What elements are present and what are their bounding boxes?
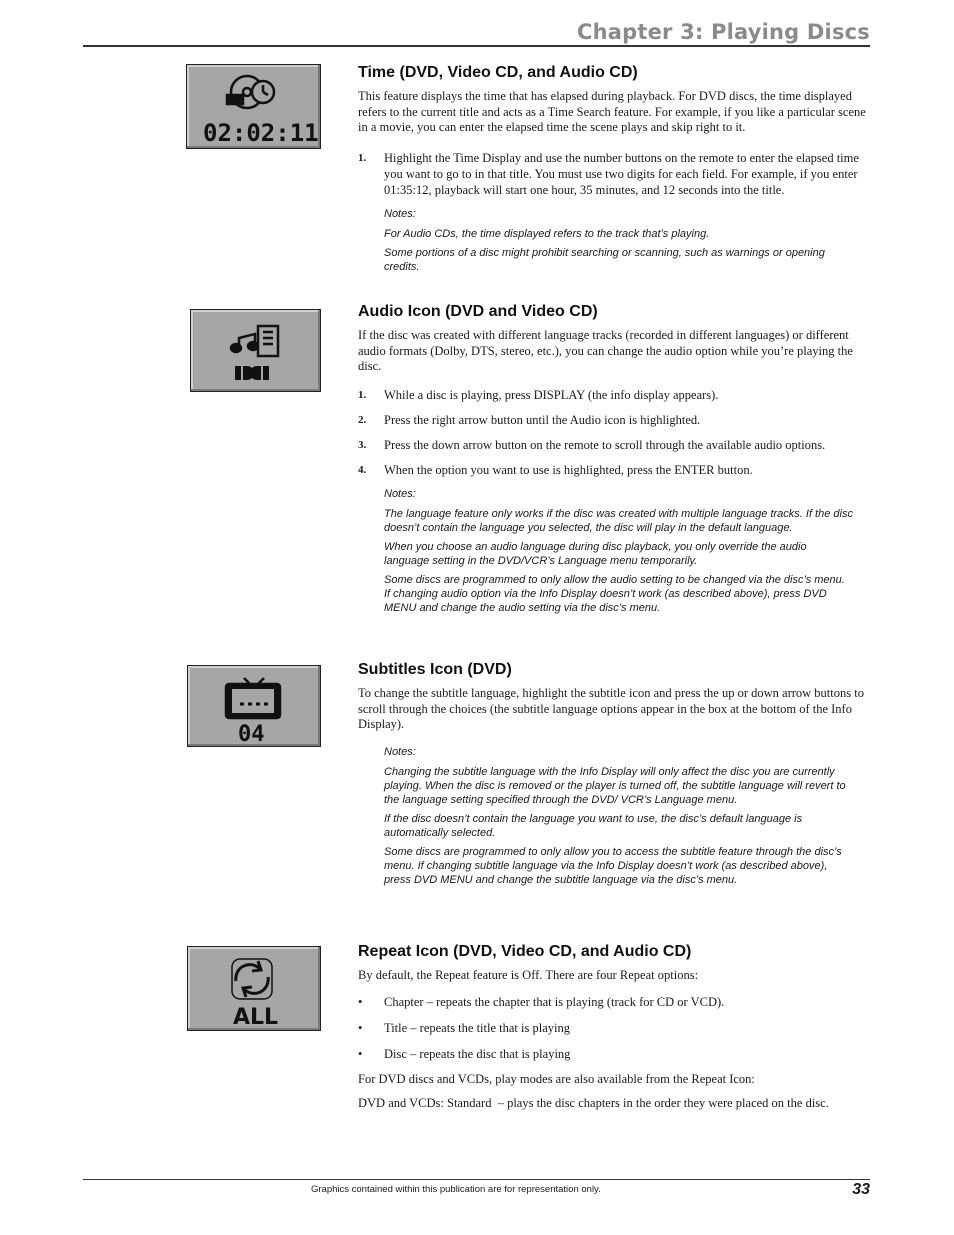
note-item: Some portions of a disc might prohibit searching or scanning, such as warnings or opening credits. <box>384 246 825 273</box>
list-item <box>358 1020 873 1036</box>
note-item: If the disc doesn’t contain the language you want to use, the disc’s default language is automatically selected. <box>384 812 803 839</box>
repeat-icon-readout: ALL <box>233 1005 279 1030</box>
step-number: 2. <box>358 413 367 426</box>
repeat-heading: Repeat Icon (DVD, Video CD, and Audio CD) <box>358 943 692 960</box>
time-heading: Time (DVD, Video CD, and Audio CD) <box>358 64 638 81</box>
step-number: 4. <box>358 463 367 476</box>
time-section <box>358 64 873 279</box>
footer-rule <box>83 1179 870 1180</box>
tv-icon <box>226 678 280 718</box>
footer-note: Graphics contained within this publication are for representation only. <box>311 1184 601 1195</box>
list-item <box>358 1046 873 1062</box>
page-number: 33 <box>852 1181 870 1198</box>
list-item <box>358 994 873 1010</box>
dolby-logo-icon <box>235 366 269 380</box>
step-text: When the option you want to use is highlighted, press the ENTER button. <box>384 462 753 477</box>
notes-label: Notes: <box>384 487 416 500</box>
audio-heading: Audio Icon (DVD and Video CD) <box>358 303 598 320</box>
step-text: While a disc is playing, press DISPLAY (the info display appears). <box>384 387 719 402</box>
bullet-text: Disc – repeats the disc that is playing <box>384 1046 571 1061</box>
bullet-text: Title – repeats the title that is playing <box>384 1020 570 1035</box>
audio-intro: If the disc was created with different language tracks (recorded in different languages) or different audio formats (Dolby, DTS, stereo, etc.), you can change the audio option while you’re playing the disc. <box>358 328 853 374</box>
subtitles-section <box>358 661 873 892</box>
note-item: Changing the subtitle language with the Info Display will only affect the disc you are currently playing. When the disc is removed or the player is turned off, the subtitle language will revert to the language setting specified through the DVD/ VCR’s Language menu. <box>384 765 846 806</box>
list-item <box>358 150 873 198</box>
repeat-section <box>358 943 873 1120</box>
list-item <box>358 412 873 428</box>
subtitles-heading: Subtitles Icon (DVD) <box>358 661 512 678</box>
note-item: The language feature only works if the disc was created with multiple language tracks. If the disc doesn’t contain the language you selected, the disc will play in the default language. <box>384 507 853 534</box>
note-item: When you choose an audio language during disc playback, you only override the audio language setting in the DVD/VCR’s Language menu temporarily. <box>384 540 807 567</box>
repeat-para-modes: For DVD discs and VCDs, play modes are also available from the Repeat Icon: <box>358 1071 755 1086</box>
note-item: Some discs are programmed to only allow the audio setting to be changed via the disc’s menu. If changing audio option via the Info Display doesn’t work (as described above), press DVD MENU and change the audio setting via the disc’s menu. <box>384 573 845 614</box>
repeat-icon-thumbnail <box>187 946 321 1031</box>
clock-disc-icon <box>227 76 274 108</box>
subtitles-icon-thumbnail <box>187 665 321 747</box>
step-number: 3. <box>358 438 367 451</box>
time-icon-thumbnail <box>186 64 321 149</box>
bullet-icon: • <box>358 1020 363 1035</box>
step-text: Press the right arrow button until the Audio icon is highlighted. <box>384 412 701 427</box>
header-rule <box>83 45 870 47</box>
subtitles-notes <box>358 745 873 887</box>
step-text: Highlight the Time Display and use the number buttons on the remote to enter the elapsed time you want to go to in that title. You must use two digits for each field. For example, if you enter 01:35:12, playback will start one hour, 35 minutes, and 12 seconds into the title. <box>384 150 859 197</box>
list-item <box>358 387 873 403</box>
bullet-text: Chapter – repeats the chapter that is playing (track for CD or VCD). <box>384 994 725 1009</box>
bullet-icon: • <box>358 994 363 1009</box>
note-item: For Audio CDs, the time displayed refers to the track that’s playing. <box>384 227 710 240</box>
step-number: 1. <box>358 151 367 164</box>
list-item <box>358 437 873 453</box>
time-intro: This feature displays the time that has elapsed during playback. For DVD discs, the time displayed refers to the current title and acts as a Time Search feature. For example, if you like a particular scene in a movie, you can enter the elapsed time the scene plays and skip right to it. <box>358 89 866 135</box>
time-icon-readout: 02:02:11 <box>203 119 319 147</box>
notes-label: Notes: <box>384 745 416 758</box>
note-item: Some discs are programmed to only allow you to access the subtitle feature through the disc’s menu. If changing subtitle language via the Info Display doesn’t work (as described above), press DVD MENU and change the subtitle language via the disc’s menu. <box>384 845 842 886</box>
notes-label: Notes: <box>384 207 416 220</box>
chapter-title: Chapter 3: Playing Discs <box>576 20 870 44</box>
step-number: 1. <box>358 388 367 401</box>
audio-notes <box>358 487 873 615</box>
repeat-arrows-icon <box>232 959 272 999</box>
audio-section <box>358 303 873 620</box>
time-notes <box>358 207 873 274</box>
repeat-intro: By default, the Repeat feature is Off. There are four Repeat options: <box>358 968 699 982</box>
subtitles-intro: To change the subtitle language, highlight the subtitle icon and press the up or down arrow buttons to scroll through the choices (the subtitle language options appear in the box at the bottom of the Info Display). <box>358 686 864 732</box>
step-text: Press the down arrow button on the remote to scroll through the available audio options. <box>384 437 826 452</box>
music-notes-icon <box>231 326 278 356</box>
repeat-para-standard: DVD and VCDs: Standard – plays the disc chapters in the order they were placed on the disc. <box>358 1096 829 1111</box>
list-item <box>358 462 873 478</box>
audio-icon-thumbnail <box>190 309 321 392</box>
bullet-icon: • <box>358 1046 363 1061</box>
subtitles-icon-readout: 04 <box>238 722 265 746</box>
